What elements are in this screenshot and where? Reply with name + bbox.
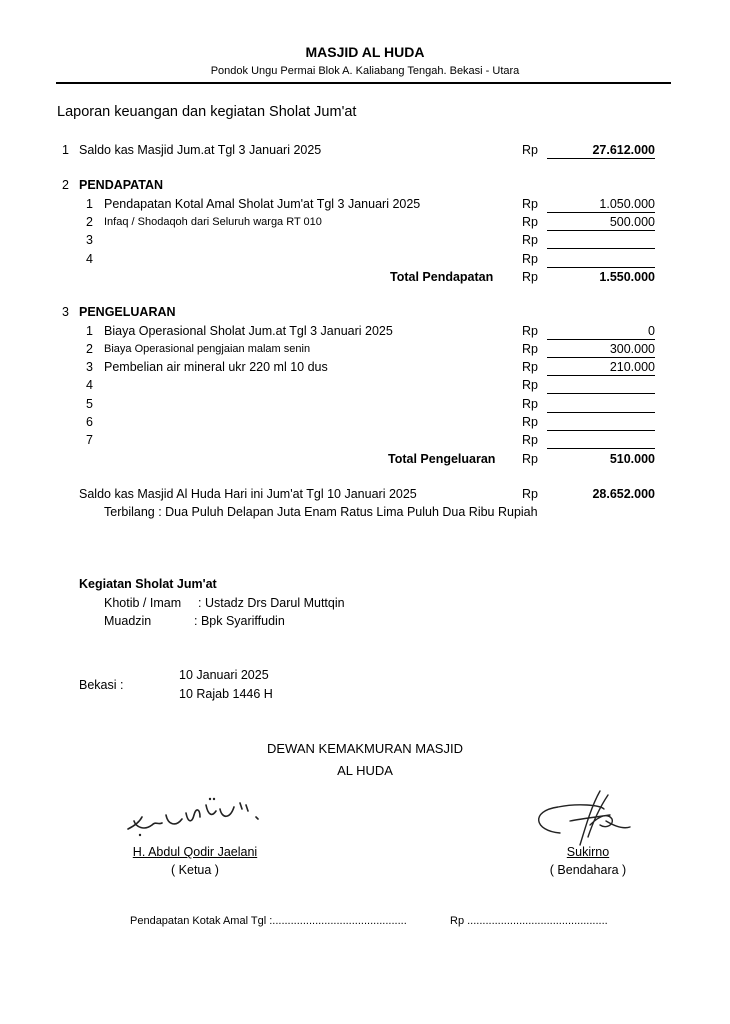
item-label: Biaya Operasional Sholat Jum.at Tgl 3 Januari 2025 <box>104 324 393 338</box>
khotib-value: : Ustadz Drs Darul Muttqin <box>198 596 345 610</box>
report-title: Laporan keuangan dan kegiatan Sholat Jum'at <box>57 104 357 120</box>
pendapatan-item <box>0 232 730 250</box>
ketua-signature <box>122 795 272 845</box>
pengeluaran-item <box>0 432 730 450</box>
item-amount: 210.000 <box>547 359 655 376</box>
currency-label: Rp <box>522 215 538 229</box>
currency-label: Rp <box>522 360 538 374</box>
currency-label: Rp <box>522 452 538 466</box>
item-amount: 300.000 <box>547 341 655 358</box>
item-number: 7 <box>86 433 93 447</box>
pengeluaran-item <box>0 377 730 395</box>
saldo-akhir-row <box>0 486 730 504</box>
saldo-akhir-amount: 28.652.000 <box>592 487 655 501</box>
pendapatan-number: 2 <box>62 178 69 192</box>
muadzin-value: : Bpk Syariffudin <box>194 614 285 628</box>
pengeluaran-item <box>0 414 730 432</box>
currency-label: Rp <box>522 252 538 266</box>
pendapatan-item <box>0 251 730 269</box>
kegiatan-heading: Kegiatan Sholat Jum'at <box>79 577 217 591</box>
total-pengeluaran-amount: 510.000 <box>609 452 655 466</box>
kotak-amal-label: Pendapatan Kotak Amal Tgl :............................................ <box>130 915 407 927</box>
mosque-address: Pondok Ungu Permai Blok A. Kaliabang Tengah. Bekasi - Utara <box>210 65 520 77</box>
pengeluaran-heading-row <box>0 304 730 322</box>
item-label: Infaq / Shodaqoh dari Seluruh warga RT 010 <box>104 216 322 228</box>
header-divider <box>56 82 671 84</box>
pendapatan-heading-row <box>0 177 730 195</box>
item-amount: 500.000 <box>547 214 655 231</box>
pendapatan-heading: PENDAPATAN <box>79 178 164 192</box>
item-amount: 1.050.000 <box>547 196 655 213</box>
currency-label: Rp <box>522 487 538 501</box>
saldo-awal-row <box>0 142 730 160</box>
place-label: Bekasi : <box>79 678 124 692</box>
pengeluaran-total-row <box>0 451 730 469</box>
item-amount <box>547 414 655 431</box>
pendapatan-total-row <box>0 269 730 287</box>
bendahara-name: Sukirno <box>566 845 610 859</box>
currency-label: Rp <box>522 342 538 356</box>
item-label: Biaya Operasional pengjaian malam senin <box>104 343 311 355</box>
pengeluaran-item <box>0 341 730 359</box>
total-pendapatan-label: Total Pendapatan <box>390 270 494 284</box>
dewan-line1: DEWAN KEMAKMURAN MASJID <box>267 741 463 756</box>
item-number: 2 <box>86 215 93 229</box>
pengeluaran-item <box>0 359 730 377</box>
item-number: 4 <box>86 378 93 392</box>
mosque-name: MASJID AL HUDA <box>305 44 425 60</box>
currency-label: Rp <box>522 197 538 211</box>
khotib-label: Khotib / Imam <box>104 596 182 610</box>
saldo-awal-number: 1 <box>62 143 69 157</box>
saldo-awal-label: Saldo kas Masjid Jum.at Tgl 3 Januari 2025 <box>79 143 322 157</box>
bendahara-role: ( Bendahara ) <box>549 863 627 877</box>
item-amount <box>547 377 655 394</box>
kotak-amal-rp: Rp .............................................. <box>450 915 608 927</box>
pendapatan-item <box>0 214 730 232</box>
pendapatan-item <box>0 196 730 214</box>
currency-label: Rp <box>522 233 538 247</box>
item-number: 4 <box>86 252 93 266</box>
muadzin-label: Muadzin <box>104 614 152 628</box>
item-label: Pembelian air mineral ukr 220 ml 10 dus <box>104 360 328 374</box>
saldo-awal-amount: 27.612.000 <box>547 142 655 159</box>
pengeluaran-item <box>0 323 730 341</box>
item-number: 6 <box>86 415 93 429</box>
gregorian-date: 10 Januari 2025 <box>179 668 269 682</box>
currency-label: Rp <box>522 397 538 411</box>
total-pengeluaran-label: Total Pengeluaran <box>388 452 496 466</box>
total-pendapatan-amount: 1.550.000 <box>599 270 655 284</box>
item-number: 1 <box>86 324 93 338</box>
terbilang: Terbilang : Dua Puluh Delapan Juta Enam Ratus Lima Puluh Dua Ribu Rupiah <box>104 505 538 519</box>
item-amount <box>547 396 655 413</box>
currency-label: Rp <box>522 415 538 429</box>
item-amount <box>547 432 655 449</box>
item-amount <box>547 251 655 268</box>
item-number: 3 <box>86 360 93 374</box>
item-number: 5 <box>86 397 93 411</box>
saldo-akhir-label: Saldo kas Masjid Al Huda Hari ini Jum'at Tgl 10 Januari 2025 <box>79 487 417 501</box>
pengeluaran-heading: PENGELUARAN <box>79 305 176 319</box>
currency-label: Rp <box>522 143 538 157</box>
item-amount: 0 <box>547 323 655 340</box>
item-number: 1 <box>86 197 93 211</box>
item-number: 3 <box>86 233 93 247</box>
item-label: Pendapatan Kotal Amal Sholat Jum'at Tgl 3 Januari 2025 <box>104 197 421 211</box>
pengeluaran-item <box>0 396 730 414</box>
ketua-name: H. Abdul Qodir Jaelani <box>132 845 258 859</box>
currency-label: Rp <box>522 378 538 392</box>
ketua-role: ( Ketua ) <box>171 863 219 877</box>
dewan-line2: AL HUDA <box>337 763 393 778</box>
item-amount <box>547 232 655 249</box>
currency-label: Rp <box>522 433 538 447</box>
currency-label: Rp <box>522 270 538 284</box>
item-number: 2 <box>86 342 93 356</box>
hijri-date: 10 Rajab 1446 H <box>179 687 273 701</box>
currency-label: Rp <box>522 324 538 338</box>
pengeluaran-number: 3 <box>62 305 69 319</box>
